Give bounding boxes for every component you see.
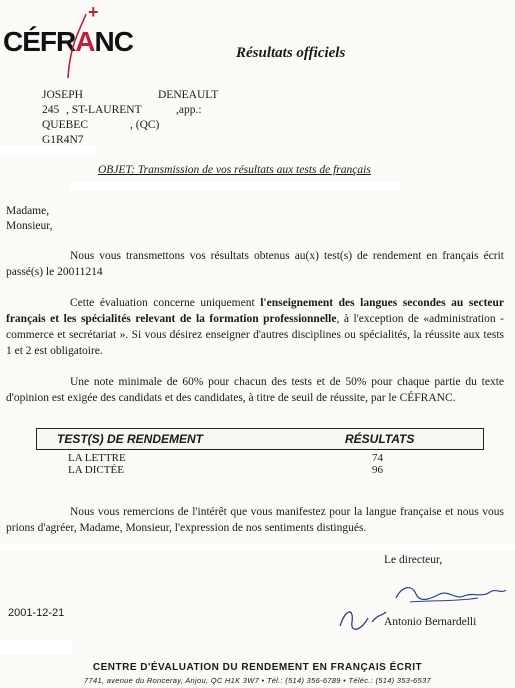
- signature-role: Le directeur,: [384, 554, 443, 566]
- logo-text-suffix: NC: [94, 26, 133, 57]
- logo-swoosh-icon: [62, 10, 95, 80]
- recipient-first-name: JOSEPH: [42, 89, 83, 101]
- logo-plus-mark: +: [88, 2, 99, 22]
- test-date: 20011214: [57, 266, 103, 278]
- signatory-name: Antonio Bernardelli: [384, 616, 477, 628]
- paragraph-results-text: Nous vous transmettons vos résultats obtenus au(x) test(s) de rendement en français écrit passé(s) le: [6, 250, 504, 278]
- greeting-monsieur: Monsieur,: [6, 220, 53, 232]
- column-header-result: RÉSULTATS: [345, 432, 415, 446]
- recipient-app-label: ,app.:: [176, 104, 202, 116]
- table-row-score: 96: [372, 464, 383, 476]
- object-line: OBJET: Transmission de vos résultats aux tests de français: [98, 164, 371, 176]
- recipient-street-number: 245: [42, 104, 60, 116]
- results-table-header: [36, 428, 484, 450]
- recipient-province: , (QC): [130, 119, 160, 131]
- recipient-last-name: DENEAULT: [158, 89, 219, 101]
- redaction-bar: [70, 182, 400, 190]
- paragraph-scope-bold: l'enseignement des langues secondes au secteur français et les spécialités relevant de la formation professionnelle: [6, 297, 504, 325]
- redaction-bar: [0, 640, 72, 654]
- paragraph-results: [6, 248, 504, 280]
- issue-date: 2001-12-21: [8, 607, 65, 619]
- table-row-test: LA LETTRE: [68, 452, 126, 464]
- paragraph-closing: Nous vous remercions de l'intérêt que vous manifestez pour la langue française et nous vous prions d'agréer, Madame, Monsieur, l'expression de nos sentiments distingués.: [6, 506, 504, 534]
- recipient-street: , ST-LAURENT: [66, 104, 142, 116]
- table-row-test: LA DICTÉE: [68, 464, 124, 476]
- paragraph-scope: [6, 295, 504, 359]
- handwritten-signature-icon: [332, 578, 510, 640]
- footer-organization: CENTRE D'ÉVALUATION DU RENDEMENT EN FRANÇAIS ÉCRIT: [92, 662, 423, 673]
- footer-address: 7741, avenue du Ronceray, Anjou, QC H1K 3W7 • Tél.: (514) 356-6789 • Téléc.: (514) 353-6537: [84, 676, 431, 685]
- paragraph-threshold: Une note minimale de 60% pour chacun des tests et de 50% pour chaque partie du texte d'opinion est exigée des candidats et des candidates, à titre de seuil de réussite, par le CÉFRANC.: [6, 376, 504, 404]
- recipient-postal-code: G1R4N7: [42, 134, 84, 146]
- column-header-test: TEST(S) DE RENDEMENT: [57, 432, 204, 446]
- redaction-bar: [0, 146, 96, 156]
- logo-text-accent: A: [75, 26, 95, 57]
- paragraph-scope-rest: , à l'exception de «administration - commerce et secrétariat ». Si vous désirez enseigner d'autres disciplines ou spécialités, la réussite aux tests 1 et 2 est obligatoire.: [6, 313, 504, 357]
- table-row-score: 74: [372, 452, 383, 464]
- recipient-city: QUEBEC: [42, 119, 88, 131]
- logo-text-prefix: CÉFR: [3, 26, 76, 57]
- document-title: Résultats officiels: [236, 45, 346, 61]
- paragraph-scope-intro: Cette évaluation concerne uniquement: [70, 297, 261, 309]
- greeting-madame: Madame,: [6, 205, 50, 217]
- redaction-bar: [0, 544, 515, 550]
